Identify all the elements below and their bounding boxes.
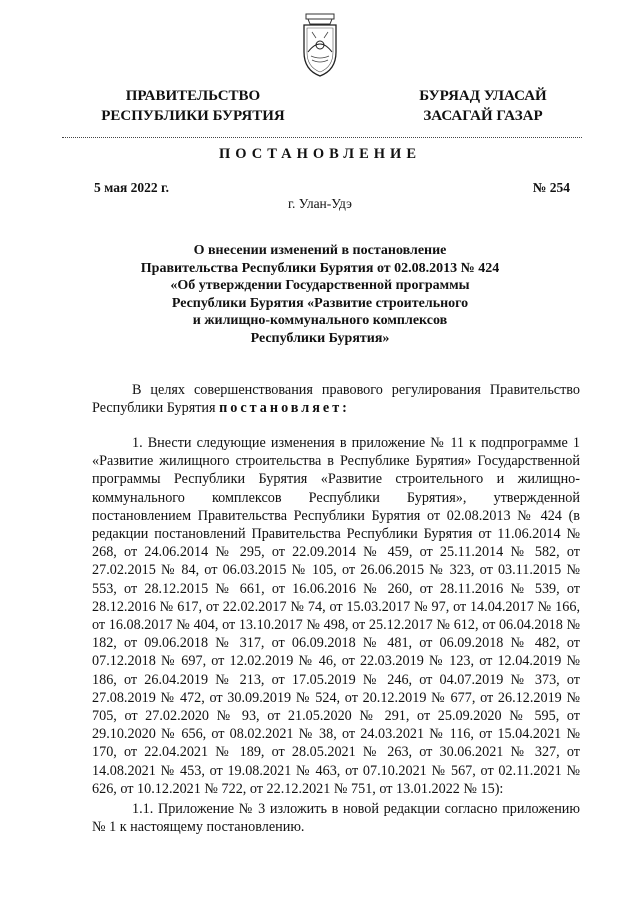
header-right-line-1: БУРЯАД УЛАСАЙ xyxy=(419,88,547,104)
document-date: 5 мая 2022 г. xyxy=(94,180,170,195)
header-left-line-2: РЕСПУБЛИКИ БУРЯТИЯ xyxy=(101,108,285,124)
item-1-paragraph xyxy=(92,434,580,798)
preamble-paragraph xyxy=(92,381,580,417)
title-line: и жилищно-коммунального комплексов xyxy=(192,313,448,328)
item-1-1-text: 1.1. Приложение № 3 изложить в новой редакции согласно приложению № 1 к настоящему постановлению. xyxy=(92,801,580,836)
document-city: г. Улан-Удэ xyxy=(288,196,352,211)
preamble-text: В целях совершенствования правового регулирования Правительство Республики Бурятия xyxy=(92,382,580,417)
title-line: О внесении изменений в постановление xyxy=(193,243,447,258)
government-name-russian xyxy=(88,86,298,126)
header-right-line-2: ЗАСАГАЙ ГАЗАР xyxy=(423,108,543,124)
preamble-emphasis: постановляет: xyxy=(219,400,350,417)
item-1-text: 1. Внести следующие изменения в приложение № 11 к подпрограмме 1 «Развитие жилищного строительства в Республике Бурятия» Государственной программы Республики Бурятия «Развитие строительного и жилищно-коммунального комплексов Республики Бурятия», утвержденной постановлением Правительства Республики Бурятия от 02.08.2013 № 424 (в редакции постановлений Правительства Республики Бурятия от 11.06.2014 № 268, от 24.06.2014 № 295, от 22.09.2014 № 459, от 25.11.2014 № 582, от 27.02.2015 № 84, от 06.03.2015 № 105, от 26.06.2015 № 323, от 03.11.2015 № 553, от 28.12.2015 № 661, от 16.06.2016 № 260, от 28.11.2016 № 539, от 28.12.2016 № 617, от 22.02.2017 № 74, от 15.03.2017 № 97, от 14.04.2017 № 166, от 16.08.2017 № 404, от 13.10.2017 № 498, от 25.12.2017 № 612, от 06.04.2018 № 182, от 09.06.2018 № 317, от 06.09.2018 № 481, от 06.09.2018 № 482, от 07.12.2018 № 697, от 12.02.2019 № 46, от 22.03.2019 № 123, от 12.04.2019 № 186, от 26.04.2019 № 213, от 17.05.2019 № 246, от 04.07.2019 № 373, от 27.08.2019 № 472, от 30.09.2019 № 524, от 20.12.2019 № 677, от 26.12.2019 № 705, от 27.02.2020 № 93, от 21.05.2020 № 291, от 25.09.2020 № 595, от 29.10.2020 № 656, от 08.02.2021 № 38, от 24.03.2021 № 116, от 15.04.2021 № 170, от 22.04.2021 № 189, от 28.05.2021 № 263, от 30.06.2021 № 327, от 14.08.2021 № 453, от 19.08.2021 № 463, от 07.10.2021 № 567, от 02.11.2021 № 626, от 10.12.2021 № 722, от 22.12.2021 № 751, от 13.01.2022 № 15): xyxy=(92,435,580,797)
item-1-1-paragraph xyxy=(92,800,580,836)
title-line: Республики Бурятия «Развитие строительного xyxy=(171,295,469,311)
title-line: Правительства Республики Бурятия от 02.08.2013 № 424 xyxy=(140,260,500,276)
title-line: «Об утверждении Государственной программы xyxy=(170,278,470,293)
document-title xyxy=(100,242,540,347)
document-number: № 254 xyxy=(532,180,570,195)
document-type: ПОСТАНОВЛЕНИЕ xyxy=(218,146,421,162)
header-left-line-1: ПРАВИТЕЛЬСТВО xyxy=(125,88,261,104)
coat-of-arms-icon xyxy=(300,12,340,78)
government-name-buryat xyxy=(388,86,578,126)
title-line: Республики Бурятия» xyxy=(250,330,390,346)
header-divider xyxy=(62,137,582,138)
